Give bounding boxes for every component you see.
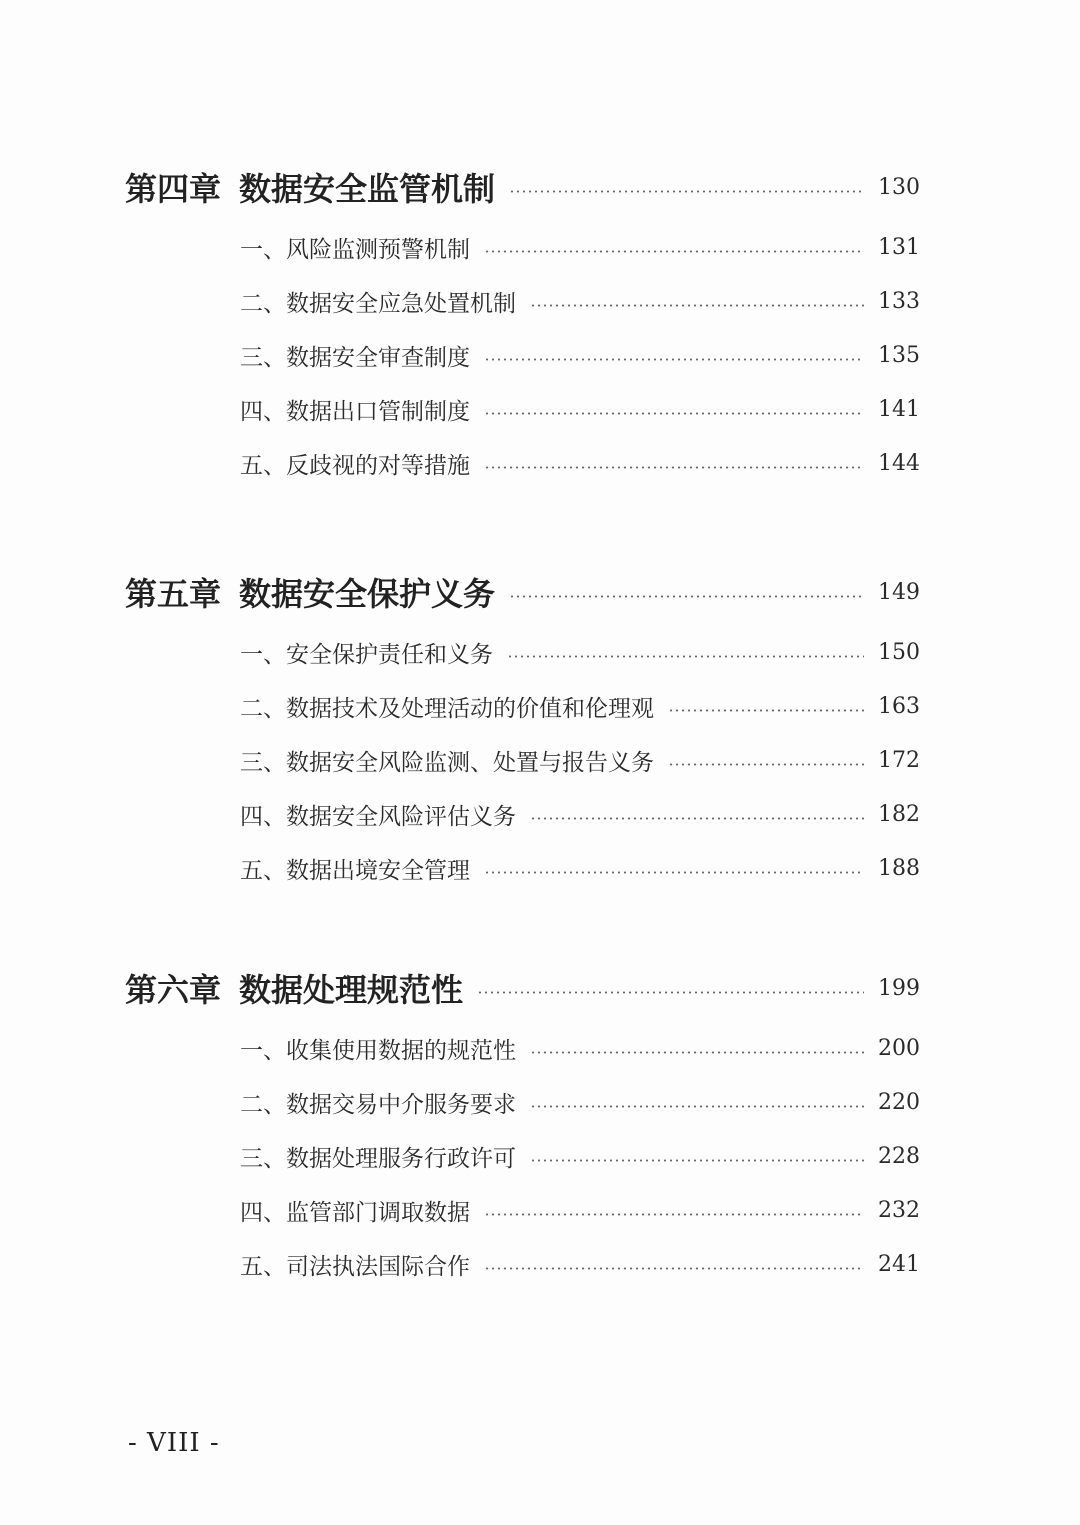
dot-leader <box>484 466 864 469</box>
section-entry[interactable] <box>240 794 918 834</box>
section-page-number: 220 <box>878 1089 920 1115</box>
section-label: 五、 <box>240 1253 286 1280</box>
section-page-number: 232 <box>878 1197 920 1223</box>
chapter-title: 数据安全监管机制 <box>239 170 496 208</box>
section-label: 二、 <box>240 1091 286 1118</box>
section-entry[interactable] <box>240 1136 918 1176</box>
dot-leader <box>484 1213 864 1216</box>
chapter-entry[interactable] <box>125 567 918 617</box>
chapter-label: 第五章 <box>125 575 222 613</box>
section-label: 四、 <box>240 398 286 425</box>
dot-leader <box>484 871 864 874</box>
dot-leader <box>509 190 864 193</box>
section-entry[interactable] <box>240 632 918 672</box>
chapter-title: 数据处理规范性 <box>239 971 464 1009</box>
section-title: 收集使用数据的规范性 <box>286 1037 516 1064</box>
section-title: 数据出口管制制度 <box>286 398 470 425</box>
dot-leader <box>530 1105 864 1108</box>
chapter-entry[interactable] <box>125 162 918 212</box>
section-title: 数据安全审查制度 <box>286 344 470 371</box>
section-entry[interactable] <box>240 389 918 429</box>
dot-leader <box>530 1051 864 1054</box>
section-page-number: 144 <box>878 450 920 476</box>
dot-leader <box>668 763 864 766</box>
section-title: 数据安全风险评估义务 <box>286 803 516 830</box>
section-entry[interactable] <box>240 1028 918 1068</box>
section-title: 数据出境安全管理 <box>286 857 470 884</box>
section-page-number: 163 <box>878 693 920 719</box>
section-entry[interactable] <box>240 443 918 483</box>
section-title: 数据安全风险监测、处置与报告义务 <box>286 749 654 776</box>
section-page-number: 182 <box>878 801 920 827</box>
section-title: 安全保护责任和义务 <box>286 641 493 668</box>
section-entry[interactable] <box>240 1082 918 1122</box>
section-page-number: 135 <box>878 342 920 368</box>
section-title: 风险监测预警机制 <box>286 236 470 263</box>
section-entry[interactable] <box>240 1190 918 1230</box>
section-entry[interactable] <box>240 740 918 780</box>
section-page-number: 228 <box>878 1143 920 1169</box>
chapter-title: 数据安全保护义务 <box>239 575 496 613</box>
section-label: 二、 <box>240 290 286 317</box>
dot-leader <box>530 1159 864 1162</box>
section-label: 二、 <box>240 695 286 722</box>
section-label: 五、 <box>240 452 286 479</box>
section-title: 数据技术及处理活动的价值和伦理观 <box>286 695 654 722</box>
chapter-entry[interactable] <box>125 963 918 1013</box>
section-entry[interactable] <box>240 848 918 888</box>
chapter-label: 第六章 <box>125 971 222 1009</box>
section-page-number: 150 <box>878 639 920 665</box>
section-page-number: 200 <box>878 1035 920 1061</box>
section-title: 反歧视的对等措施 <box>286 452 470 479</box>
section-page-number: 133 <box>878 288 920 314</box>
footer-page-number: - VIII - <box>128 1428 220 1458</box>
section-label: 三、 <box>240 749 286 776</box>
section-page-number: 188 <box>878 855 920 881</box>
section-title: 数据安全应急处置机制 <box>286 290 516 317</box>
section-entry[interactable] <box>240 686 918 726</box>
section-page-number: 141 <box>878 396 920 422</box>
section-entry[interactable] <box>240 335 918 375</box>
dot-leader <box>530 304 864 307</box>
section-label: 四、 <box>240 1199 286 1226</box>
section-label: 三、 <box>240 1145 286 1172</box>
section-title: 司法执法国际合作 <box>286 1253 470 1280</box>
chapter-page-number: 199 <box>878 975 920 1001</box>
dot-leader <box>668 709 864 712</box>
section-label: 五、 <box>240 857 286 884</box>
chapter-page-number: 149 <box>878 579 920 605</box>
section-label: 一、 <box>240 641 286 668</box>
dot-leader <box>530 817 864 820</box>
section-label: 三、 <box>240 344 286 371</box>
section-label: 一、 <box>240 1037 286 1064</box>
dot-leader <box>484 1267 864 1270</box>
dot-leader <box>484 412 864 415</box>
section-title: 数据交易中介服务要求 <box>286 1091 516 1118</box>
dot-leader <box>484 250 864 253</box>
section-entry[interactable] <box>240 227 918 267</box>
dot-leader <box>507 655 864 658</box>
section-entry[interactable] <box>240 1244 918 1284</box>
dot-leader <box>509 595 864 598</box>
section-entry[interactable] <box>240 281 918 321</box>
chapter-label: 第四章 <box>125 170 222 208</box>
dot-leader <box>484 358 864 361</box>
section-title: 数据处理服务行政许可 <box>286 1145 516 1172</box>
section-page-number: 172 <box>878 747 920 773</box>
section-page-number: 131 <box>878 234 920 260</box>
dot-leader <box>477 991 864 994</box>
section-label: 四、 <box>240 803 286 830</box>
section-page-number: 241 <box>878 1251 920 1277</box>
section-label: 一、 <box>240 236 286 263</box>
chapter-page-number: 130 <box>878 174 920 200</box>
section-title: 监管部门调取数据 <box>286 1199 470 1226</box>
